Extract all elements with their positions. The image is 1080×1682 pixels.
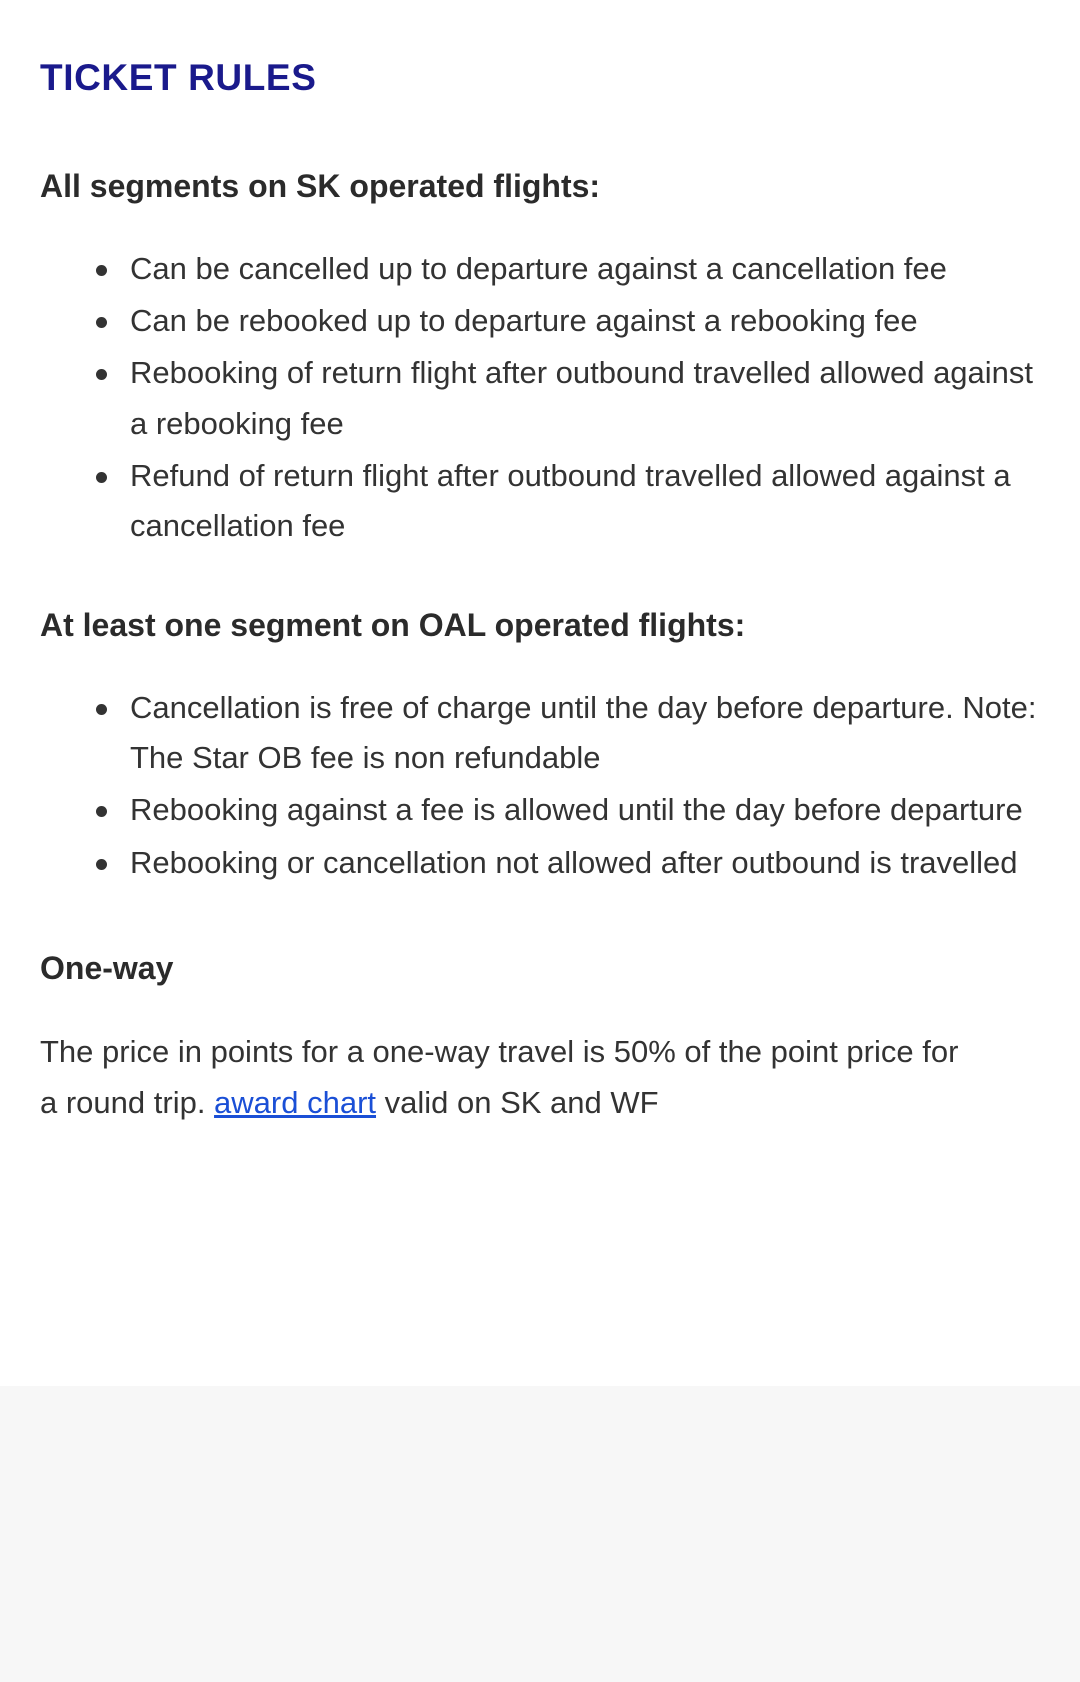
list-item: Rebooking against a fee is allowed until the day before departure (82, 785, 1040, 835)
list-item: Cancellation is free of charge until the day before departure. Note: The Star OB fee is non refundable (82, 683, 1040, 783)
heading-one-way: One-way (40, 949, 174, 986)
heading-oal-segments: At least one segment on OAL operated flights: (40, 607, 746, 644)
list-item: Can be rebooked up to departure against a rebooking fee (82, 296, 1040, 346)
award-chart-link[interactable]: award chart (214, 1084, 377, 1120)
list-item: Rebooking or cancellation not allowed after outbound is travelled (82, 838, 1040, 888)
list-item: Refund of return flight after outbound travelled allowed against a cancellation fee (82, 451, 1040, 551)
one-way-text-before: The price in points for a one-way travel is 50% of the point price for a round trip. (40, 1034, 959, 1120)
page-title: TICKET RULES (40, 57, 317, 98)
rules-list-oal (40, 683, 1040, 888)
list-item: Can be cancelled up to departure against a cancellation fee (82, 244, 1040, 294)
list-item: Rebooking of return flight after outbound travelled allowed against a rebooking fee (82, 348, 1040, 448)
heading-sk-segments: All segments on SK operated flights: (40, 168, 601, 205)
rules-list-sk (40, 244, 1040, 551)
bottom-band (0, 1386, 1080, 1682)
one-way-paragraph (40, 1027, 975, 1127)
one-way-text-after: valid on SK and WF (376, 1084, 659, 1120)
